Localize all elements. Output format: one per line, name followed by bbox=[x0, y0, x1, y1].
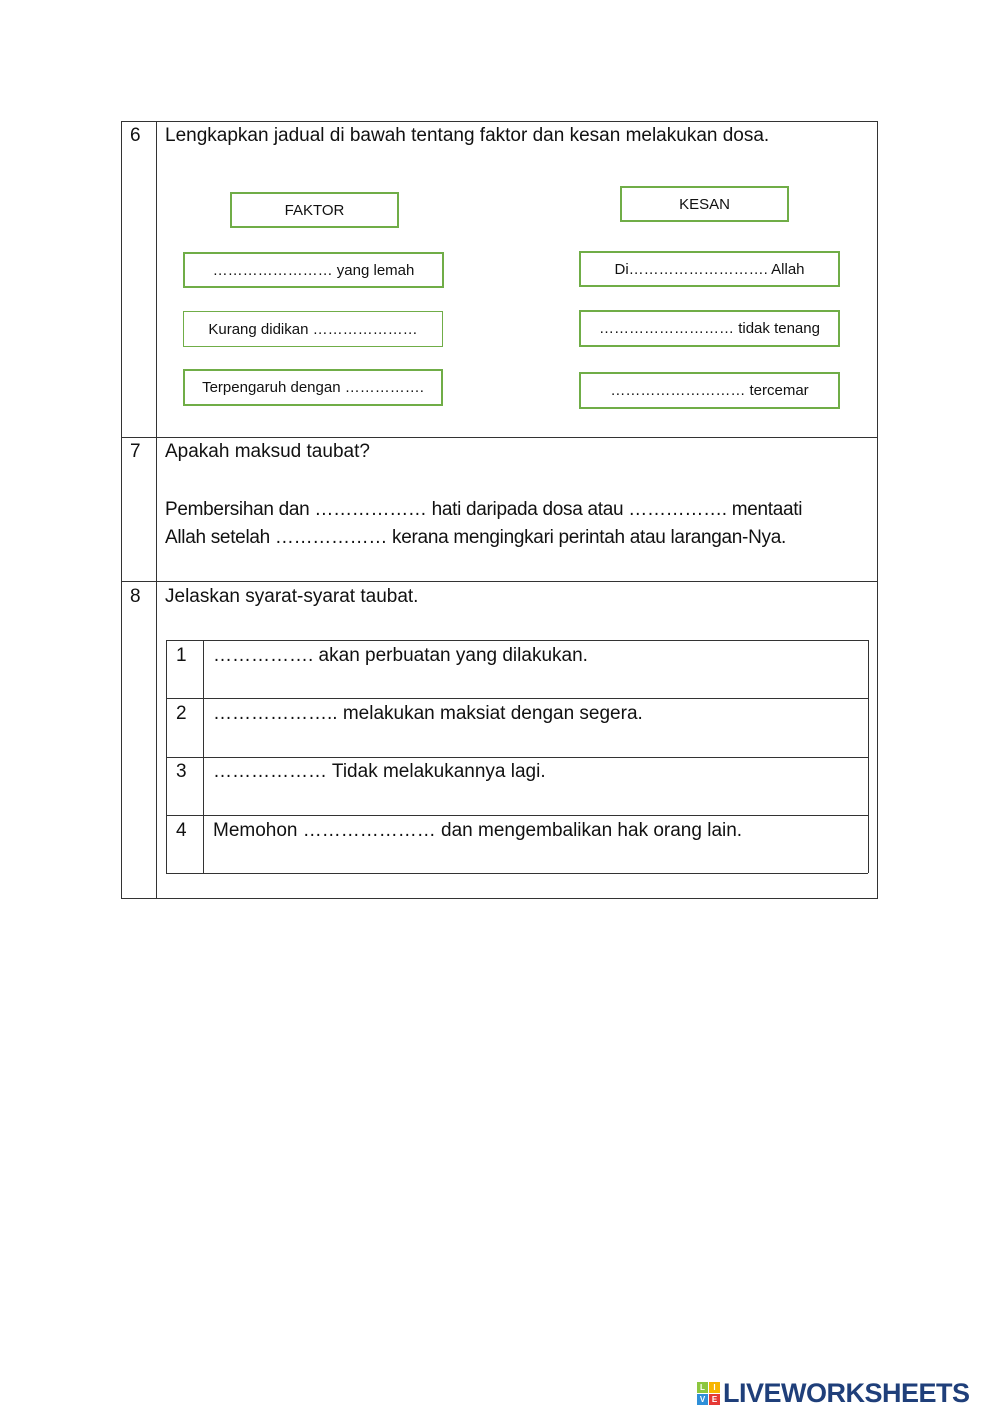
logo-tile: L bbox=[697, 1382, 708, 1393]
logo-text: LIVEWORKSHEETS bbox=[723, 1378, 970, 1408]
kesan-blank-1[interactable]: Di………………………. Allah bbox=[579, 251, 840, 287]
syarat-row-3[interactable]: ……………… Tidak melakukannya lagi. bbox=[213, 761, 546, 782]
question-number: 7 bbox=[130, 441, 141, 462]
inner-table-border bbox=[166, 640, 167, 873]
question-text: Lengkapkan jadual di bawah tentang faktor dan kesan melakukan dosa. bbox=[165, 125, 770, 146]
column-divider bbox=[156, 121, 157, 898]
table-border bbox=[121, 121, 878, 122]
row-number: 4 bbox=[176, 820, 187, 841]
faktor-blank-1[interactable]: …………………… yang lemah bbox=[183, 252, 444, 288]
inner-column-divider bbox=[203, 640, 204, 873]
inner-row-divider bbox=[166, 815, 868, 816]
logo-tile: I bbox=[709, 1382, 720, 1393]
faktor-blank-3[interactable]: Terpengaruh dengan ……………. bbox=[183, 369, 443, 406]
kesan-blank-2[interactable]: ……………………… tidak tenang bbox=[579, 310, 840, 347]
question-text: Jelaskan syarat-syarat taubat. bbox=[165, 586, 419, 607]
logo-tiles-icon bbox=[697, 1382, 720, 1405]
question-number: 6 bbox=[130, 125, 141, 146]
faktor-header: FAKTOR bbox=[230, 192, 399, 228]
kesan-header: KESAN bbox=[620, 186, 789, 222]
answer-line-2[interactable]: Allah setelah ……………… kerana mengingkari perintah atau larangan-Nya. bbox=[165, 527, 786, 548]
inner-table-border bbox=[868, 640, 869, 873]
inner-table-border bbox=[166, 640, 868, 641]
logo-tile: E bbox=[709, 1394, 720, 1405]
syarat-row-1[interactable]: ……………. akan perbuatan yang dilakukan. bbox=[213, 645, 588, 666]
syarat-row-4[interactable]: Memohon ………………… dan mengembalikan hak orang lain. bbox=[213, 820, 743, 841]
row-number: 2 bbox=[176, 703, 187, 724]
faktor-blank-2[interactable]: Kurang didikan ………………… bbox=[183, 311, 443, 347]
row-number: 3 bbox=[176, 761, 187, 782]
question-number: 8 bbox=[130, 586, 141, 607]
row-number: 1 bbox=[176, 645, 187, 666]
table-border bbox=[121, 121, 122, 898]
kesan-blank-3[interactable]: ……………………… tercemar bbox=[579, 372, 840, 409]
row-divider bbox=[121, 437, 878, 438]
logo-tile: V bbox=[697, 1394, 708, 1405]
answer-line-1[interactable]: Pembersihan dan ……………… hati daripada dosa atau ……………. mentaati bbox=[165, 499, 803, 520]
table-border bbox=[877, 121, 878, 898]
liveworksheets-logo bbox=[697, 1378, 970, 1409]
row-divider bbox=[121, 581, 878, 582]
question-text: Apakah maksud taubat? bbox=[165, 441, 370, 462]
inner-table-border bbox=[166, 873, 868, 874]
inner-row-divider bbox=[166, 757, 868, 758]
table-border bbox=[121, 898, 878, 899]
syarat-row-2[interactable]: ……………….. melakukan maksiat dengan segera. bbox=[213, 703, 643, 724]
inner-row-divider bbox=[166, 698, 868, 699]
